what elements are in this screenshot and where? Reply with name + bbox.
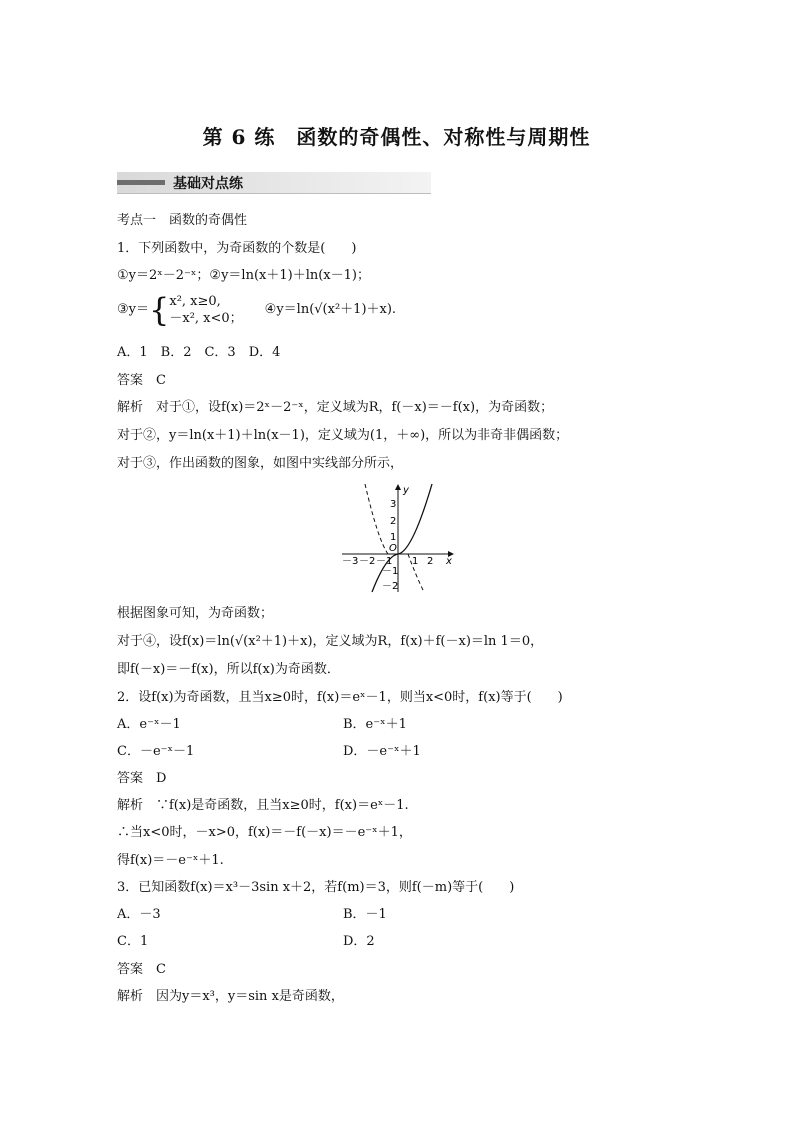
piecewise-cases xyxy=(169,293,242,327)
q1-solution-5: 对于④，设f(x)＝ln(√(x²＋1)＋x)，定义域为R，f(x)＋f(－x)＝ln 1＝0， xyxy=(117,634,544,649)
page-title: 第 6 练 函数的奇偶性、对称性与周期性 xyxy=(202,125,591,149)
q2-option-c: C．－e⁻ˣ－1 xyxy=(117,744,195,759)
piecewise-case-1: x², x≥0, xyxy=(169,294,221,309)
f3-label: ③y＝ xyxy=(117,302,149,317)
x-tick-label: －2 xyxy=(359,556,376,567)
x-tick-label: 2 xyxy=(427,556,434,567)
q2-option-b: B．e⁻ˣ＋1 xyxy=(343,717,407,732)
q1-functions-line1: ①y＝2ˣ－2⁻ˣ；②y＝ln(x＋1)＋ln(x－1)； xyxy=(117,268,370,283)
y-tick-label: 1 xyxy=(390,532,397,543)
section-header xyxy=(117,172,431,194)
function-graph xyxy=(338,480,460,596)
topic-heading: 考点一 函数的奇偶性 xyxy=(117,213,248,228)
q1-solution-6: 即f(－x)＝－f(x)，所以f(x)为奇函数． xyxy=(117,662,340,677)
q1-options: A．1 B．2 C．3 D．4 xyxy=(117,345,281,360)
q1-solution-3: 对于③，作出函数的图象，如图中实线部分所示， xyxy=(117,456,404,471)
origin-label: O xyxy=(389,543,397,554)
x-tick-label: －1 xyxy=(376,556,393,567)
y-tick-label: －2 xyxy=(382,581,399,592)
y-axis-arrow xyxy=(395,484,401,490)
q1-stem: 1．下列函数中，为奇函数的个数是( ) xyxy=(117,241,357,256)
section-label: 基础对点练 xyxy=(173,176,243,192)
q1-answer: 答案 C xyxy=(117,373,166,388)
section-stripe xyxy=(117,180,165,185)
q3-option-a: A．－3 xyxy=(117,907,161,922)
x-tick-label: －3 xyxy=(342,556,359,567)
q3-option-d: D．2 xyxy=(343,934,375,949)
y-tick-label: 2 xyxy=(390,516,397,527)
q1-solution-1: 解析 对于①，设f(x)＝2ˣ－2⁻ˣ，定义域为R，f(－x)＝－f(x)，为奇函数； xyxy=(117,400,554,415)
x-axis-label: x xyxy=(446,556,452,567)
q1-solution-2: 对于②，y＝ln(x＋1)＋ln(x－1)，定义域为(1，＋∞)，所以为非奇非偶函数； xyxy=(117,428,569,443)
f4-text: ④y＝ln(√(x²＋1)＋x). xyxy=(264,302,397,317)
curve-left-dashed xyxy=(365,484,388,554)
y-tick-label: 3 xyxy=(390,499,397,510)
q1-functions-line2 xyxy=(117,293,396,333)
q2-option-a: A．e⁻ˣ－1 xyxy=(117,717,181,732)
x-tick-label: 1 xyxy=(412,556,419,567)
piecewise-case-2: －x², x<0； xyxy=(169,311,243,326)
q2-option-d: D．－e⁻ˣ＋1 xyxy=(343,744,421,759)
q2-solution-2: ∴当x<0时，－x>0，f(x)＝－f(－x)＝－e⁻ˣ＋1， xyxy=(117,825,412,840)
q3-solution-1: 解析 因为y＝x³，y＝sin x是奇函数， xyxy=(117,989,344,1004)
y-tick-label: －1 xyxy=(382,566,399,577)
q2-answer: 答案 D xyxy=(117,771,167,786)
q3-answer: 答案 C xyxy=(117,962,166,977)
q2-solution-3: 得f(x)＝－e⁻ˣ＋1. xyxy=(117,853,224,868)
y-axis-label: y xyxy=(403,485,409,496)
q3-option-b: B．－1 xyxy=(343,907,387,922)
q1-solution-4: 根据图象可知，为奇函数； xyxy=(117,606,274,621)
piecewise-brace: { xyxy=(149,291,170,329)
q2-solution-1: 解析 ∵f(x)是奇函数，且当x≥0时，f(x)＝eˣ－1. xyxy=(117,798,409,813)
q3-option-c: C．1 xyxy=(117,934,149,949)
q2-stem: 2．设f(x)为奇函数，且当x≥0时，f(x)＝eˣ－1，则当x<0时，f(x)等于( ) xyxy=(117,690,563,705)
q3-stem: 3．已知函数f(x)＝x³－3sin x＋2，若f(m)＝3，则f(－m)等于( ) xyxy=(117,880,515,895)
